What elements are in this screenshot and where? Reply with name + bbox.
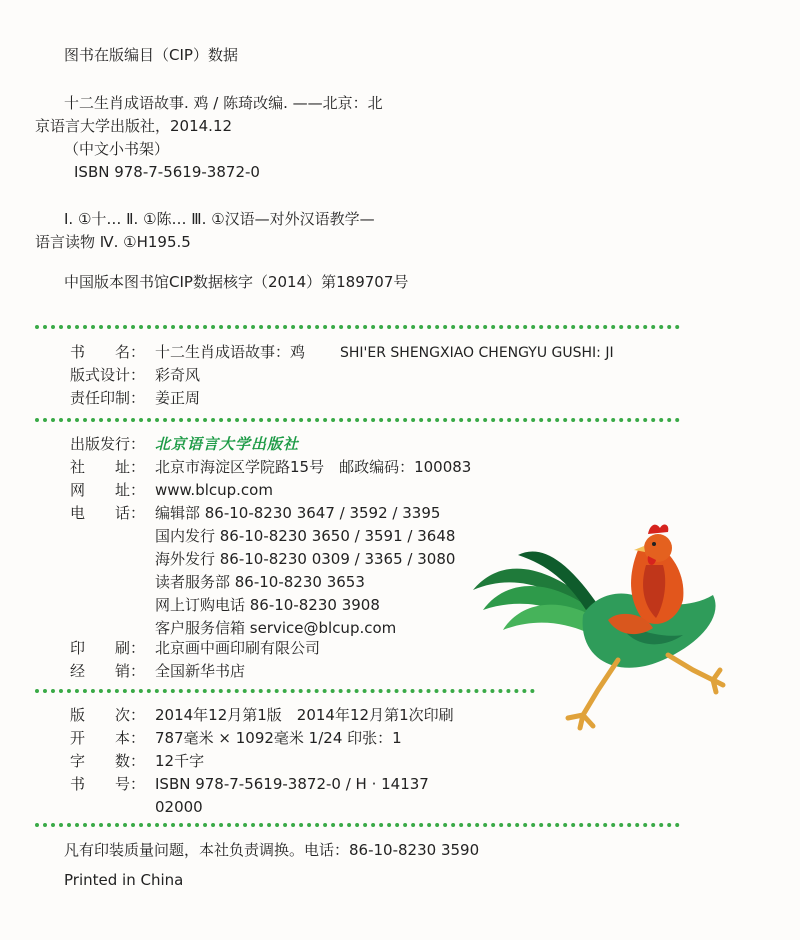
customer-email: 客户服务信箱 service@blcup.com [155,619,397,637]
rooster-comb [648,525,668,534]
printer-label: 印 刷： [70,639,146,657]
cip-line-2: 京语言大学出版社，2014.12 [35,117,233,135]
address-value: 北京市海淀区学院路15号 邮政编码：100083 [155,458,472,476]
cip-line-1: 十二生肖成语故事. 鸡 / 陈琦改编. ——北京：北 [64,94,383,112]
distributor-label: 经 销： [70,662,146,680]
divider-4 [35,823,680,827]
rooster-legs [568,655,723,728]
word-count-value: 12千字 [155,752,205,770]
title-label: 书 名： [70,343,146,361]
book-number-label: 书 号： [70,775,146,793]
print-resp-label: 责任印制： [70,389,146,407]
divider-1 [35,325,680,329]
website-value: www.blcup.com [155,481,273,499]
cip-series: （中文小书架） [64,140,170,158]
rooster-eye [652,542,656,546]
rooster-illustration [468,520,728,740]
word-count-label: 字 数： [70,752,146,770]
phone-label: 电 话： [70,504,146,522]
distributor-value: 全国新华书店 [155,662,246,680]
phone-editorial: 编辑部 86-10-8230 3647 / 3592 / 3395 [155,504,441,522]
cip-record: 中国版本图书馆CIP数据核字（2014）第189707号 [64,273,409,291]
format-value: 787毫米 × 1092毫米 1/24 印张：1 [155,729,402,747]
divider-2 [35,418,680,422]
printer-value: 北京画中画印刷有限公司 [155,639,321,657]
phone-overseas: 海外发行 86-10-8230 0309 / 3365 / 3080 [155,550,456,568]
website-label: 网 址： [70,481,146,499]
phone-domestic: 国内发行 86-10-8230 3650 / 3591 / 3648 [155,527,456,545]
printed-in-china: Printed in China [64,871,184,889]
rooster-tail [473,551,596,632]
design-value: 彩奇风 [155,366,201,384]
edition-value: 2014年12月第1版 2014年12月第1次印刷 [155,706,454,724]
print-resp-value: 姜正周 [155,389,201,407]
divider-3 [35,689,535,693]
book-number-value-2: 02000 [155,798,203,816]
title-pinyin: SHI'ER SHENGXIAO CHENGYU GUSHI: JI [340,345,614,361]
phone-reader-service: 读者服务部 86-10-8230 3653 [155,573,365,591]
title-value: 十二生肖成语故事：鸡 [155,343,306,361]
cip-classification-2: 语言读物 Ⅳ. ①H195.5 [35,233,191,251]
publisher-name: 北京语言大学出版社 [155,435,300,453]
quality-notice: 凡有印装质量问题，本社负责调换。电话：86-10-8230 3590 [64,841,480,859]
book-number-value: ISBN 978-7-5619-3872-0 / H · 14137 [155,775,429,793]
design-label: 版式设计： [70,366,146,384]
cip-isbn: ISBN 978-7-5619-3872-0 [74,163,260,181]
phone-online-order: 网上订购电话 86-10-8230 3908 [155,596,380,614]
edition-label: 版 次： [70,706,146,724]
format-label: 开 本： [70,729,146,747]
cip-heading: 图书在版编目（CIP）数据 [64,46,238,64]
cip-classification-1: Ⅰ. ①十… Ⅱ. ①陈… Ⅲ. ①汉语—对外汉语教学— [64,210,375,228]
address-label: 社 址： [70,458,146,476]
publisher-label: 出版发行： [70,435,146,453]
